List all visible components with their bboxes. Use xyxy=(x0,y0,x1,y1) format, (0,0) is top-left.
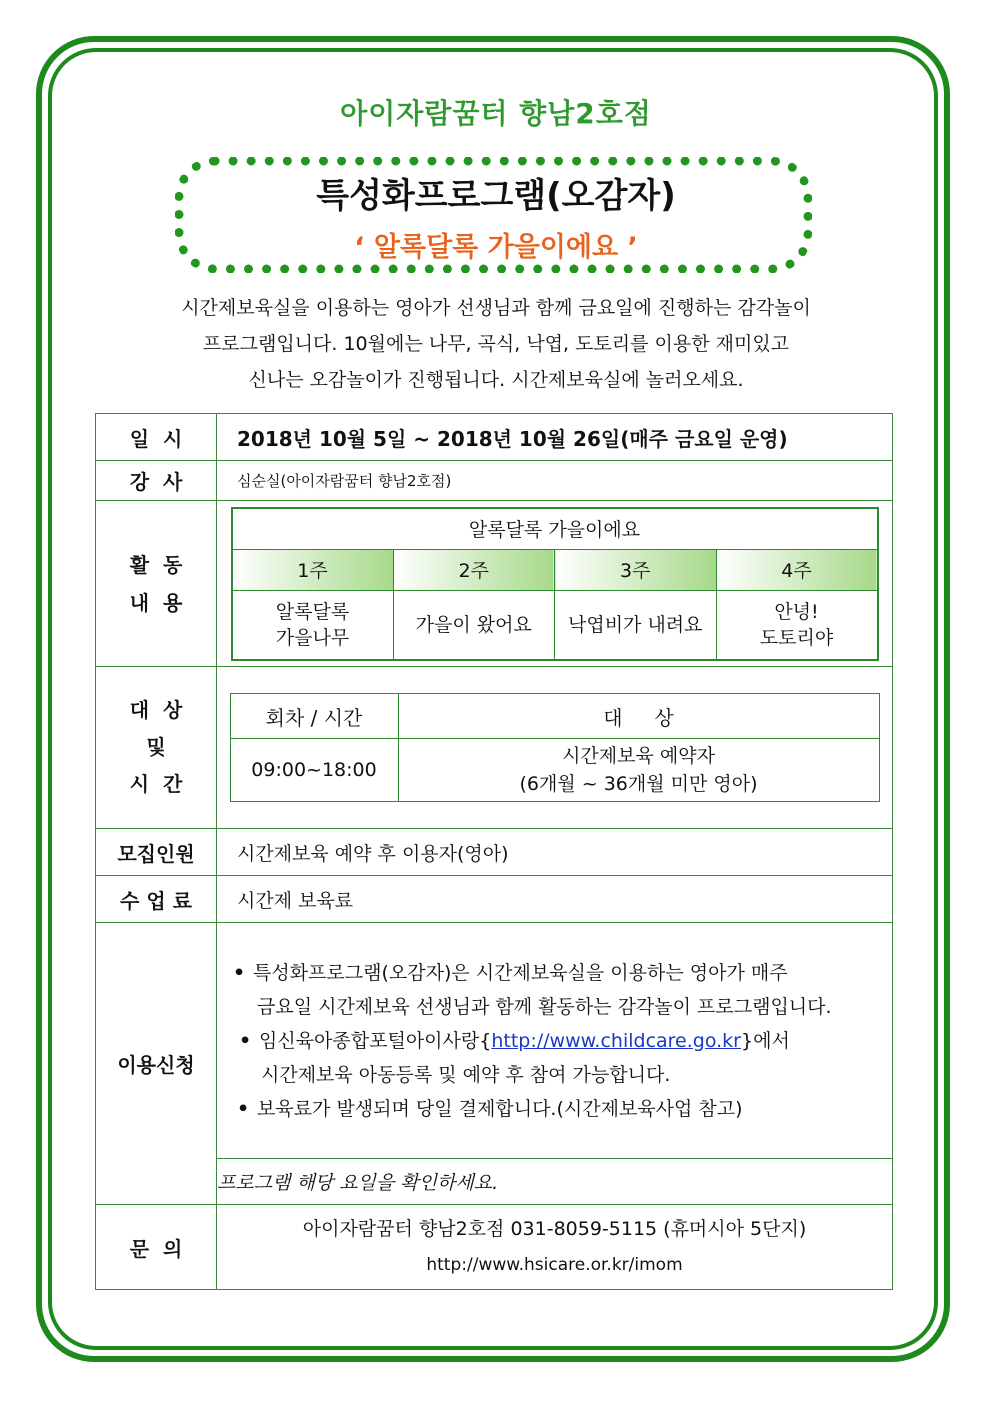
apply-line: 임신육아종합포털아이사랑{ xyxy=(259,1029,492,1052)
week-content xyxy=(232,590,394,660)
row-recruit xyxy=(96,829,893,876)
contact-info xyxy=(217,1205,893,1290)
row-date xyxy=(96,414,893,461)
activity-label-line: 활 동 xyxy=(129,552,183,577)
info-table xyxy=(95,413,893,1290)
intro-line: 신나는 오감놀이가 진행됩니다. 시간제보육실에 놀러오세요. xyxy=(248,369,744,391)
recruit-value: 시간제보육 예약 후 이용자(영아) xyxy=(217,829,893,876)
date-value: 2018년 10월 5일 ~ 2018년 10월 26일(매주 금요일 운영) xyxy=(217,414,893,461)
apply-line: 금요일 시간제보육 선생님과 함께 활동하는 감각놀이 프로그램입니다. xyxy=(257,995,832,1018)
target-cell xyxy=(217,667,893,829)
apply-line: 시간제보육 아동등록 및 예약 후 참여 가능합니다. xyxy=(261,1063,671,1086)
apply-bullets xyxy=(233,956,892,1126)
teacher-value: 심순실(아이자람꿈터 향남2호점) xyxy=(217,461,893,501)
recruit-label: 모집인원 xyxy=(96,829,217,876)
target-table xyxy=(230,693,880,802)
apply-content xyxy=(217,923,893,1159)
contact-phone: 아이자람꿈터 향남2호점 031-8059-5115 (휴머시아 5단지) xyxy=(302,1218,807,1240)
week-header: 2주 xyxy=(393,549,555,590)
week-content-line: 도토리야 xyxy=(759,626,834,649)
bullet-icon: • xyxy=(239,1029,252,1052)
row-apply xyxy=(96,923,893,1159)
fee-label: 수 업 료 xyxy=(96,876,217,923)
target-desc xyxy=(398,739,879,802)
target-desc-line: 시간제보육 예약자 xyxy=(562,745,715,767)
week-content-line: 낙엽비가 내려요 xyxy=(567,613,703,636)
childcare-link[interactable]: http://www.childcare.go.kr xyxy=(491,1029,741,1052)
contact-label: 문 의 xyxy=(96,1205,217,1290)
activity-label xyxy=(96,501,217,667)
row-activity xyxy=(96,501,893,667)
week-header: 4주 xyxy=(716,549,878,590)
activity-label-line: 내 용 xyxy=(129,590,183,615)
date-label: 일 시 xyxy=(96,414,217,461)
week-header: 3주 xyxy=(555,549,717,590)
target-col-time: 회차 / 시간 xyxy=(230,694,398,739)
org-name: 아이자람꿈터 향남2호점 xyxy=(340,97,652,130)
row-target xyxy=(96,667,893,829)
week-content xyxy=(555,590,717,660)
row-teacher xyxy=(96,461,893,501)
row-fee xyxy=(96,876,893,923)
week-content xyxy=(716,590,878,660)
target-desc-line: (6개월 ~ 36개월 미만 영아) xyxy=(519,773,758,795)
week-content-line: 알록달록 xyxy=(275,600,350,623)
program-subtitle: ‘ 알록달록 가을이에요 ’ xyxy=(354,232,638,263)
activity-title: 알록달록 가을이에요 xyxy=(232,508,878,550)
week-content xyxy=(393,590,555,660)
activity-cell xyxy=(217,501,893,667)
teacher-label: 강 사 xyxy=(96,461,217,501)
fee-value: 시간제 보육료 xyxy=(217,876,893,923)
program-title: 특성화프로그램(오감자) xyxy=(316,176,676,216)
intro-text xyxy=(0,290,992,398)
week-content-line: 가을이 왔어요 xyxy=(415,613,532,636)
week-content-line: 안녕! xyxy=(774,600,819,623)
target-label-line: 시 간 xyxy=(129,772,183,796)
target-label-line: 및 xyxy=(146,735,166,759)
intro-line: 프로그램입니다. 10월에는 나무, 곡식, 낙엽, 도토리를 이용한 재미있고 xyxy=(202,333,790,355)
apply-line: 특성화프로그램(오감자)은 시간제보육실을 이용하는 영아가 매주 xyxy=(253,961,788,984)
target-time: 09:00~18:00 xyxy=(230,739,398,802)
apply-note: 프로그램 해당 요일을 확인하세요. xyxy=(217,1159,893,1205)
target-col-target: 대 상 xyxy=(398,694,879,739)
bullet-icon: • xyxy=(237,1097,250,1120)
apply-line: 보육료가 발생되며 당일 결제합니다.(시간제보육사업 참고) xyxy=(257,1097,743,1120)
target-label xyxy=(96,667,217,829)
apply-line: }에서 xyxy=(741,1029,790,1052)
week-content-line: 가을나무 xyxy=(275,626,350,649)
target-label-line: 대 상 xyxy=(129,698,183,722)
bullet-icon: • xyxy=(233,961,246,984)
week-header: 1주 xyxy=(232,549,394,590)
contact-url[interactable]: http://www.hsicare.or.kr/imom xyxy=(426,1255,683,1275)
intro-line: 시간제보육실을 이용하는 영아가 선생님과 함께 금요일에 진행하는 감각놀이 xyxy=(181,297,811,319)
activity-table xyxy=(231,507,879,661)
row-contact xyxy=(96,1205,893,1290)
apply-label: 이용신청 xyxy=(96,923,217,1205)
